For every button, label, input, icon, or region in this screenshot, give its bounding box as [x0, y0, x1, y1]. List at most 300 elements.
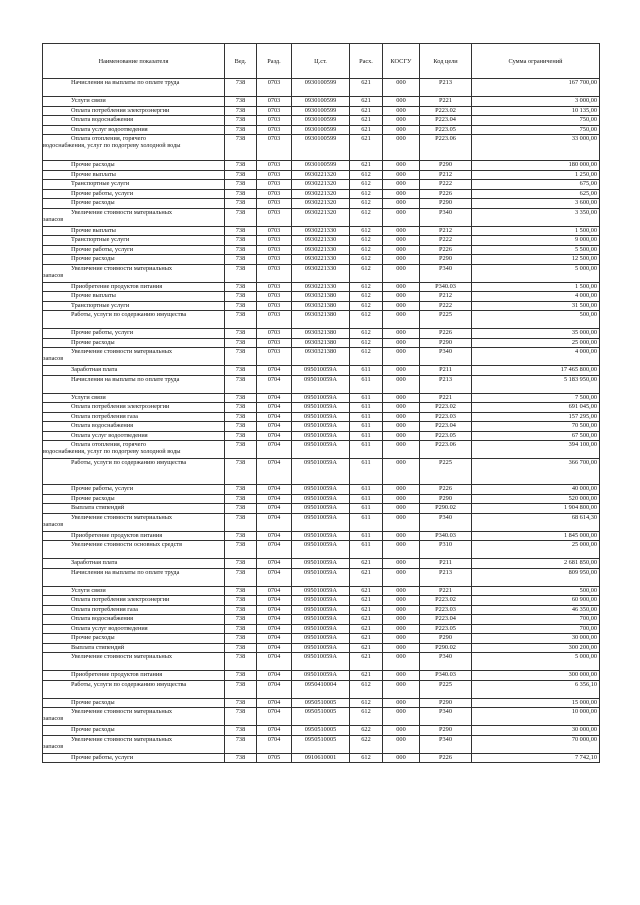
cell-rash: 621	[350, 125, 383, 135]
cell-kod: Р225	[420, 680, 472, 698]
cell-kosgu: 000	[383, 680, 420, 698]
cell-name	[43, 199, 225, 209]
table-row	[43, 624, 600, 634]
cell-rash: 612	[350, 311, 383, 329]
cell-rash: 612	[350, 753, 383, 763]
cell-kosgu: 000	[383, 412, 420, 422]
cell-kod: Р223.05	[420, 125, 472, 135]
table-row	[43, 292, 600, 302]
table-row	[43, 753, 600, 763]
cell-sum: 7 500,00	[472, 393, 600, 403]
cell-rash: 611	[350, 403, 383, 413]
cell-razd: 0704	[257, 680, 292, 698]
cell-cst: 095010059А	[292, 541, 350, 559]
cell-razd: 0704	[257, 459, 292, 485]
row-name: Прочие расходы	[71, 726, 115, 733]
cell-ved: 738	[225, 422, 257, 432]
cell-cst: 0930221330	[292, 255, 350, 265]
cell-ved: 738	[225, 208, 257, 226]
cell-ved: 738	[225, 236, 257, 246]
row-name: Приобретение продуктов питания	[71, 531, 163, 539]
row-name: Начисления на выплаты по оплате труда	[71, 568, 180, 576]
cell-sum: 4 000,00	[472, 292, 600, 302]
row-name: Оплата потребления газа	[71, 605, 138, 613]
table-row	[43, 135, 600, 161]
table-header-row	[43, 44, 600, 79]
cell-sum: 700,00	[472, 615, 600, 625]
cell-kod: Р223.05	[420, 624, 472, 634]
cell-razd: 0704	[257, 605, 292, 615]
row-name: Приобретение продуктов питания	[71, 671, 163, 678]
cell-ved: 738	[225, 559, 257, 569]
row-name: Увеличение стоимости материальных	[71, 708, 173, 715]
budget-table	[42, 43, 600, 763]
cell-ved: 738	[225, 753, 257, 763]
cell-kosgu: 000	[383, 698, 420, 708]
cell-rash: 612	[350, 708, 383, 726]
row-name: Увеличение стоимости материальных	[71, 513, 173, 521]
table-row	[43, 431, 600, 441]
row-name: Приобретение продуктов питания	[71, 282, 163, 290]
row-name: Услуги связи	[71, 97, 106, 104]
cell-kod: Р340.03	[420, 531, 472, 541]
cell-ved: 738	[225, 375, 257, 393]
cell-name	[43, 615, 225, 625]
table-row	[43, 116, 600, 126]
cell-razd: 0704	[257, 485, 292, 495]
cell-cst: 095010059А	[292, 643, 350, 653]
cell-razd: 0704	[257, 708, 292, 726]
table-row	[43, 422, 600, 432]
header-cst: Ц.ст.	[292, 44, 350, 79]
row-name: Увеличение стоимости материальных	[71, 348, 173, 355]
cell-rash: 621	[350, 615, 383, 625]
row-name: Оплата услуг водоотведения	[71, 431, 148, 439]
cell-ved: 738	[225, 180, 257, 190]
cell-razd: 0703	[257, 292, 292, 302]
cell-ved: 738	[225, 494, 257, 504]
cell-razd: 0704	[257, 671, 292, 681]
cell-kosgu: 000	[383, 726, 420, 736]
row-name: Услуги связи	[71, 586, 106, 594]
row-name: Прочие расходы	[71, 255, 115, 262]
table-row	[43, 282, 600, 292]
cell-name	[43, 531, 225, 541]
cell-ved: 738	[225, 366, 257, 376]
cell-ved: 738	[225, 735, 257, 753]
cell-sum: 750,00	[472, 125, 600, 135]
cell-cst: 0930321380	[292, 311, 350, 329]
cell-razd: 0704	[257, 615, 292, 625]
cell-cst: 0930100599	[292, 161, 350, 171]
table-row	[43, 586, 600, 596]
cell-kosgu: 000	[383, 236, 420, 246]
row-name-cont: запасов	[43, 742, 64, 750]
cell-name	[43, 504, 225, 514]
cell-sum: 5 183 950,00	[472, 375, 600, 393]
cell-kosgu: 000	[383, 393, 420, 403]
cell-sum: 180 000,00	[472, 161, 600, 171]
cell-rash: 612	[350, 680, 383, 698]
table-row	[43, 301, 600, 311]
table-row	[43, 531, 600, 541]
cell-kosgu: 000	[383, 135, 420, 161]
cell-razd: 0703	[257, 282, 292, 292]
cell-name	[43, 459, 225, 485]
cell-name	[43, 559, 225, 569]
cell-rash: 611	[350, 485, 383, 495]
cell-rash: 612	[350, 255, 383, 265]
cell-name	[43, 264, 225, 282]
cell-razd: 0703	[257, 135, 292, 161]
cell-kosgu: 000	[383, 199, 420, 209]
cell-sum: 500,00	[472, 311, 600, 329]
cell-rash: 611	[350, 441, 383, 459]
cell-cst: 0930221320	[292, 208, 350, 226]
cell-name	[43, 106, 225, 116]
cell-rash: 612	[350, 245, 383, 255]
cell-razd: 0704	[257, 596, 292, 606]
header-razd: Разд.	[257, 44, 292, 79]
cell-kosgu: 000	[383, 226, 420, 236]
cell-rash: 611	[350, 412, 383, 422]
cell-cst: 0950510005	[292, 708, 350, 726]
row-name-cont: запасов	[43, 355, 64, 362]
cell-sum: 30 000,00	[472, 634, 600, 644]
cell-kosgu: 000	[383, 596, 420, 606]
cell-razd: 0704	[257, 431, 292, 441]
cell-kod: Р221	[420, 586, 472, 596]
row-name: Транспортные услуги	[71, 301, 130, 309]
cell-razd: 0703	[257, 97, 292, 107]
cell-rash: 612	[350, 199, 383, 209]
cell-name	[43, 226, 225, 236]
cell-cst: 095010059А	[292, 504, 350, 514]
cell-name	[43, 97, 225, 107]
cell-ved: 738	[225, 106, 257, 116]
row-name: Транспортные услуги	[71, 236, 130, 243]
cell-kod: Р221	[420, 393, 472, 403]
cell-ved: 738	[225, 513, 257, 531]
cell-kosgu: 000	[383, 106, 420, 116]
cell-kod: Р212	[420, 292, 472, 302]
cell-name	[43, 329, 225, 339]
table-row	[43, 245, 600, 255]
cell-kod: Р223.04	[420, 615, 472, 625]
cell-name	[43, 596, 225, 606]
cell-ved: 738	[225, 226, 257, 236]
cell-ved: 738	[225, 459, 257, 485]
cell-kod: Р340.03	[420, 282, 472, 292]
cell-kosgu: 000	[383, 422, 420, 432]
cell-kod: Р223.05	[420, 431, 472, 441]
cell-sum: 25 000,00	[472, 541, 600, 559]
cell-sum: 809 950,00	[472, 568, 600, 586]
cell-cst: 0930100599	[292, 125, 350, 135]
cell-ved: 738	[225, 726, 257, 736]
cell-sum: 2 681 850,00	[472, 559, 600, 569]
table-body	[43, 79, 600, 763]
cell-kod: Р223.04	[420, 422, 472, 432]
cell-sum: 300 200,00	[472, 643, 600, 653]
cell-razd: 0703	[257, 208, 292, 226]
table-row	[43, 366, 600, 376]
cell-cst: 0910610001	[292, 753, 350, 763]
cell-sum: 10 135,00	[472, 106, 600, 116]
cell-kosgu: 000	[383, 375, 420, 393]
cell-ved: 738	[225, 653, 257, 671]
cell-razd: 0703	[257, 180, 292, 190]
cell-ved: 738	[225, 568, 257, 586]
cell-name	[43, 311, 225, 329]
cell-name	[43, 708, 225, 726]
header-name: Наименование показателя	[43, 44, 225, 79]
cell-cst: 0930100599	[292, 106, 350, 116]
cell-name	[43, 135, 225, 161]
table-row	[43, 264, 600, 282]
header-sum: Сумма ограничений	[472, 44, 600, 79]
cell-cst: 095010059А	[292, 513, 350, 531]
cell-ved: 738	[225, 708, 257, 726]
cell-rash: 611	[350, 504, 383, 514]
cell-cst: 095010059А	[292, 596, 350, 606]
row-name: Прочие выплаты	[71, 292, 116, 299]
cell-kosgu: 000	[383, 643, 420, 653]
row-name: Начисления на выплаты по оплате труда	[71, 375, 180, 383]
table-row	[43, 161, 600, 171]
cell-name	[43, 125, 225, 135]
cell-kosgu: 000	[383, 403, 420, 413]
cell-ved: 738	[225, 135, 257, 161]
cell-razd: 0704	[257, 726, 292, 736]
cell-ved: 738	[225, 199, 257, 209]
cell-kod: Р226	[420, 189, 472, 199]
cell-sum: 5 500,00	[472, 245, 600, 255]
cell-kod: Р310	[420, 541, 472, 559]
cell-kod: Р211	[420, 559, 472, 569]
header-kod: Код цели	[420, 44, 472, 79]
cell-sum: 5 000,00	[472, 264, 600, 282]
header-kosgu: КОСГУ	[383, 44, 420, 79]
cell-razd: 0704	[257, 441, 292, 459]
table-row	[43, 680, 600, 698]
cell-razd: 0703	[257, 161, 292, 171]
cell-kosgu: 000	[383, 311, 420, 329]
cell-kod: Р226	[420, 329, 472, 339]
row-name-cont: запасов	[43, 715, 64, 722]
cell-kosgu: 000	[383, 189, 420, 199]
row-name: Увеличение стоимости материальных	[71, 653, 173, 660]
cell-cst: 0930221330	[292, 226, 350, 236]
cell-razd: 0703	[257, 125, 292, 135]
cell-razd: 0703	[257, 106, 292, 116]
row-name: Оплата услуг водоотведения	[71, 125, 148, 133]
cell-razd: 0704	[257, 412, 292, 422]
cell-kosgu: 000	[383, 559, 420, 569]
row-name: Работы, услуги по содержанию имущества	[71, 459, 187, 466]
cell-rash: 612	[350, 282, 383, 292]
cell-name	[43, 79, 225, 97]
cell-kosgu: 000	[383, 735, 420, 753]
cell-kosgu: 000	[383, 431, 420, 441]
cell-sum: 1 500,00	[472, 226, 600, 236]
cell-razd: 0704	[257, 403, 292, 413]
table-row	[43, 403, 600, 413]
row-name: Оплата водоснабжения	[71, 615, 134, 622]
cell-cst: 0930321380	[292, 338, 350, 348]
cell-sum: 40 000,00	[472, 485, 600, 495]
cell-kosgu: 000	[383, 329, 420, 339]
cell-rash: 621	[350, 106, 383, 116]
cell-rash: 612	[350, 208, 383, 226]
cell-rash: 611	[350, 431, 383, 441]
cell-kod: Р223.04	[420, 116, 472, 126]
cell-rash: 621	[350, 671, 383, 681]
cell-razd: 0704	[257, 653, 292, 671]
cell-rash: 621	[350, 605, 383, 615]
header-ved: Вед.	[225, 44, 257, 79]
cell-name	[43, 513, 225, 531]
cell-razd: 0703	[257, 236, 292, 246]
table-row	[43, 125, 600, 135]
cell-cst: 0930221320	[292, 170, 350, 180]
row-name: Услуги связи	[71, 393, 106, 401]
cell-ved: 738	[225, 189, 257, 199]
cell-ved: 738	[225, 125, 257, 135]
cell-rash: 612	[350, 264, 383, 282]
cell-name	[43, 116, 225, 126]
table-row	[43, 671, 600, 681]
cell-rash: 612	[350, 189, 383, 199]
row-name: Начисления на выплаты по оплате труда	[71, 79, 180, 86]
table-row	[43, 735, 600, 753]
row-name: Увеличение стоимости материальных	[71, 264, 173, 272]
cell-sum: 700,00	[472, 624, 600, 634]
cell-name	[43, 245, 225, 255]
cell-kod: Р212	[420, 170, 472, 180]
cell-cst: 095010059А	[292, 624, 350, 634]
cell-cst: 0930100599	[292, 116, 350, 126]
cell-name	[43, 301, 225, 311]
row-name: Оплата потребления газа	[71, 412, 138, 420]
table-row	[43, 97, 600, 107]
cell-razd: 0704	[257, 513, 292, 531]
row-name: Заработная плата	[71, 366, 118, 373]
cell-razd: 0703	[257, 189, 292, 199]
cell-cst: 0930221330	[292, 282, 350, 292]
cell-rash: 612	[350, 292, 383, 302]
cell-kod: Р340	[420, 653, 472, 671]
cell-kosgu: 000	[383, 504, 420, 514]
cell-kod: Р340	[420, 708, 472, 726]
cell-name	[43, 431, 225, 441]
cell-kod: Р226	[420, 485, 472, 495]
table-row	[43, 653, 600, 671]
cell-kosgu: 000	[383, 338, 420, 348]
cell-cst: 095010059А	[292, 412, 350, 422]
cell-razd: 0704	[257, 559, 292, 569]
cell-rash: 611	[350, 513, 383, 531]
cell-razd: 0703	[257, 116, 292, 126]
cell-cst: 0930321380	[292, 329, 350, 339]
table-row	[43, 236, 600, 246]
cell-rash: 621	[350, 624, 383, 634]
cell-kod: Р222	[420, 180, 472, 190]
cell-kod: Р290	[420, 698, 472, 708]
cell-name	[43, 189, 225, 199]
cell-kod: Р290	[420, 161, 472, 171]
cell-ved: 738	[225, 97, 257, 107]
table-row	[43, 393, 600, 403]
cell-kosgu: 000	[383, 531, 420, 541]
cell-cst: 0950510005	[292, 726, 350, 736]
cell-rash: 621	[350, 97, 383, 107]
row-name: Оплата потребления электроэнергии	[71, 403, 170, 410]
cell-ved: 738	[225, 292, 257, 302]
cell-ved: 738	[225, 311, 257, 329]
cell-rash: 612	[350, 170, 383, 180]
cell-sum: 300 000,00	[472, 671, 600, 681]
cell-razd: 0704	[257, 375, 292, 393]
cell-cst: 0950510005	[292, 698, 350, 708]
cell-sum: 394 100,00	[472, 441, 600, 459]
table-row	[43, 329, 600, 339]
cell-razd: 0704	[257, 643, 292, 653]
table-row	[43, 504, 600, 514]
row-name: Прочие работы, услуги	[71, 189, 134, 197]
table-row	[43, 605, 600, 615]
cell-kosgu: 000	[383, 605, 420, 615]
cell-ved: 738	[225, 329, 257, 339]
cell-ved: 738	[225, 541, 257, 559]
cell-ved: 738	[225, 79, 257, 97]
table-row	[43, 634, 600, 644]
cell-kod: Р221	[420, 97, 472, 107]
cell-cst: 095010059А	[292, 441, 350, 459]
row-name: Заработная плата	[71, 559, 118, 566]
row-name: Оплата услуг водоотведения	[71, 624, 148, 632]
cell-ved: 738	[225, 643, 257, 653]
cell-razd: 0703	[257, 329, 292, 339]
cell-cst: 095010059А	[292, 494, 350, 504]
cell-ved: 738	[225, 671, 257, 681]
table-row	[43, 208, 600, 226]
cell-rash: 621	[350, 643, 383, 653]
cell-sum: 750,00	[472, 116, 600, 126]
cell-ved: 738	[225, 403, 257, 413]
cell-sum: 33 000,00	[472, 135, 600, 161]
cell-kod: Р290.02	[420, 504, 472, 514]
cell-cst: 0930221330	[292, 264, 350, 282]
cell-cst: 0930221320	[292, 189, 350, 199]
cell-kosgu: 000	[383, 97, 420, 107]
table-row	[43, 494, 600, 504]
cell-ved: 738	[225, 504, 257, 514]
cell-sum: 520 000,00	[472, 494, 600, 504]
cell-razd: 0703	[257, 301, 292, 311]
cell-rash: 621	[350, 79, 383, 97]
cell-kod: Р211	[420, 366, 472, 376]
cell-rash: 611	[350, 393, 383, 403]
cell-kosgu: 000	[383, 161, 420, 171]
cell-rash: 611	[350, 531, 383, 541]
cell-ved: 738	[225, 634, 257, 644]
cell-ved: 738	[225, 596, 257, 606]
row-name: Прочие работы, услуги	[71, 485, 134, 492]
row-name-cont: запасов	[43, 215, 64, 223]
cell-sum: 10 000,00	[472, 708, 600, 726]
cell-cst: 0930321380	[292, 292, 350, 302]
